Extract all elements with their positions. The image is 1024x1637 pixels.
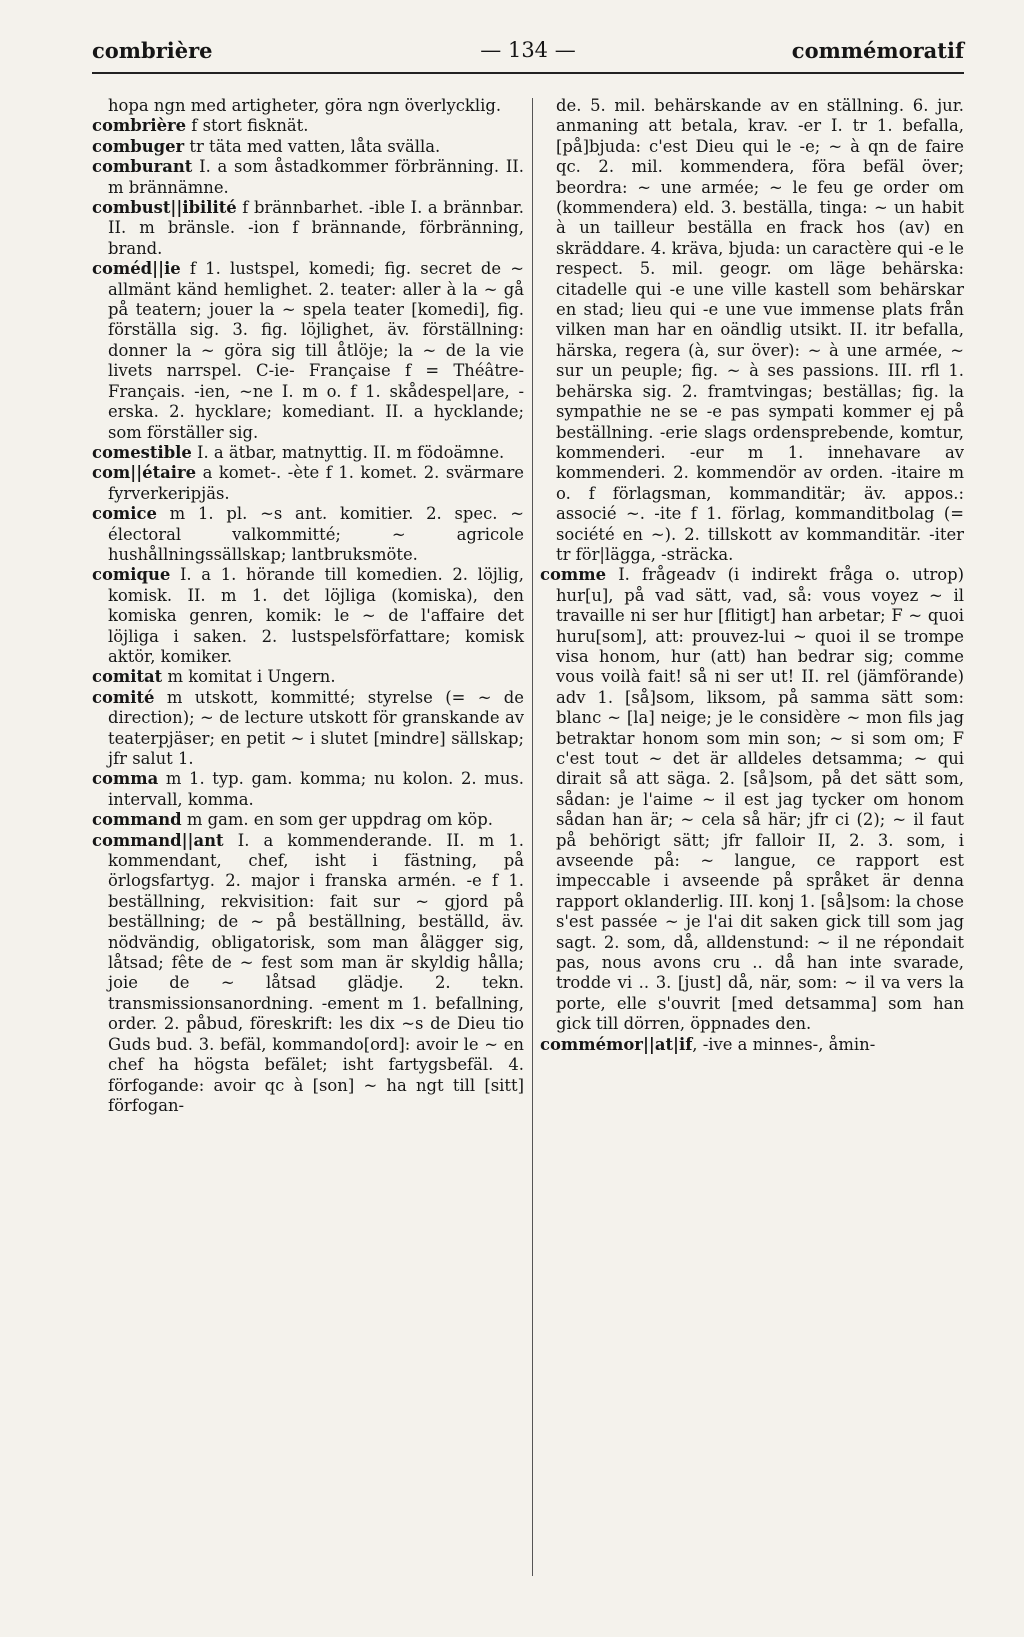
right-column — [540, 96, 964, 1055]
entry-headword: com||étaire — [92, 463, 197, 483]
dictionary-entry — [92, 259, 524, 443]
entry-definition: hopa ngn med artigheter, göra ngn överlycklig. — [108, 96, 502, 115]
left-column — [92, 96, 524, 1116]
dictionary-entry — [92, 810, 524, 830]
column-divider — [532, 98, 533, 1576]
entry-headword: comestible — [92, 442, 192, 462]
entry-definition: m komitat i Ungern. — [162, 667, 336, 687]
entry-definition: f 1. lustspel, komedi; fig. secret de ~ allmänt känd hemlighet. 2. teater: aller à la ~ gå på teatern; jouer la ~ spela teater [komedi], fig. förställa sig. 3. fig. löjlighet, äv. förställning: donner la ~ göra sig till åtlöje; la ~ de la vie livets narrspel. C-ie- Française f = Théâtre-Français. -ien, ~ne I. m o. f 1. skådespel|are, -erska. 2. hycklare; komediant. II. a hycklande; som förställer sig. — [108, 259, 524, 442]
dictionary-entry — [92, 565, 524, 667]
entry-definition: f stort fisknät. — [186, 116, 309, 136]
dictionary-entry — [92, 157, 524, 198]
header-first-word: combrière — [92, 38, 213, 63]
entry-definition: m gam. en som ger uppdrag om köp. — [181, 810, 493, 830]
entry-headword: combrière — [92, 116, 187, 136]
entry-headword: commémor||at|if — [540, 1034, 693, 1054]
entry-headword: comité — [92, 687, 155, 707]
entry-headword: comitat — [92, 667, 163, 687]
entry-definition: f brännbarhet. -ible I. a brännbar. II. m bränsle. -ion f brännande, förbränning, brand. — [108, 198, 524, 258]
entry-headword: comme — [540, 565, 607, 585]
entry-definition: m 1. pl. ~s ant. komitier. 2. spec. ~ électoral valkommitté; ~ agricole hushållningssällskap; lantbruksmöte. — [108, 504, 524, 564]
dictionary-entry — [92, 463, 524, 504]
entry-definition: tr täta med vatten, låta svälla. — [184, 136, 441, 156]
dictionary-entry — [92, 116, 524, 136]
entry-continuation — [540, 96, 964, 565]
dictionary-entry — [92, 769, 524, 810]
dictionary-entry — [540, 565, 964, 1034]
entry-definition: m utskott, kommitté; styrelse (= ~ de direction); ~ de lecture utskott för granskande av teaterpjäser; en petit ~ i slutet [mindre] sällskap; jfr salut 1. — [108, 687, 524, 768]
page-number: — 134 — — [480, 38, 576, 62]
entry-definition: I. frågeadv (i indirekt fråga o. utrop) hur[u], på vad sätt, vad, så: vous voyez ~ il travaille ni ser hur [flitigt] han arbetar; F ~ quoi huru[som], att: prouvez-lui ~ quoi il se trompe visa honom, hur (att) han bedrar sig; comme vous voilà fait! så ni ser ut! II. rel (jämförande) adv 1. [så]som, liksom, på samma sätt som: blanc ~ [la] neige; je le considère ~ mon fils jag betraktar honom som min son; ~ si som om; F c'est tout ~ det är alldeles detsamma; ~ qui dirait så att säga. 2. [så]som, på det sätt som, sådan: je l'aime ~ il est jag tycker om honom sådan han är; ~ cela så här; jfr ci (2); ~ il faut på behörigt sätt; jfr falloir II, 2. 3. som, i avseende på: ~ langue, ce rapport est impeccable i avseende på språket är denna rapport oklanderlig. III. konj 1. [så]som: la chose s'est passée ~ je l'ai dit saken gick till som jag sagt. 2. som, då, alldenstund: ~ il ne répondait pas, nous avons cru .. då han inte svarade, trodde vi .. 3. [just] då, när, som: ~ il va vers la porte, elle s'ouvrit [med detsamma] som han gick till dörren, öppnades den. — [556, 565, 964, 1034]
entry-headword: comburant — [92, 157, 193, 177]
entry-headword: command||ant — [92, 830, 224, 850]
entry-headword: comice — [92, 504, 157, 524]
dictionary-entry — [92, 504, 524, 565]
entry-definition: I. a kommenderande. II. m 1. kommendant, chef, isht i fästning, på örlogsfartyg. 2. major i franska armén. -e f 1. beställning, rekvisition: fait sur ~ gjord på beställning; de ~ på beställning, beställd, äv. nödvändig, obligatorisk, som man ålägger sig, låtsad; fête de ~ fest som man är skyldig hålla; joie de ~ låtsad glädje. 2. tekn. transmissionsanordning. -ement m 1. befallning, order. 2. påbud, föreskrift: les dix ~s de Dieu tio Guds bud. 3. befäl, kommando[ord]: avoir le ~ en chef ha högsta befälet; isht fartygsbefäl. 4. förfogande: avoir qc à [son] ~ ha ngt till [sitt] förfogan- — [108, 830, 524, 1115]
dictionary-entry — [92, 688, 524, 770]
dictionary-entry — [92, 137, 524, 157]
header-rule — [92, 72, 964, 74]
dictionary-entry — [92, 443, 524, 463]
entry-definition: I. a 1. hörande till komedien. 2. löjlig, komisk. II. m 1. det löjliga (komiska), den komiska genren, komik: le ~ de l'affaire det löjliga i saken. 2. lustspelsförfattare; komisk aktör, komiker. — [108, 565, 524, 666]
header-last-word: commémoratif — [791, 38, 964, 63]
entry-headword: coméd||ie — [92, 259, 181, 279]
page-header — [92, 38, 964, 72]
entry-definition: de. 5. mil. behärskande av en ställning. 6. jur. anmaning att betala, krav. -er I. tr 1. befalla, [på]bjuda: c'est Dieu qui le -e; ~ à qn de faire qc. 2. mil. kommendera, föra befäl över; beordra: ~ une armée; ~ le feu ge order om (kommendera) eld. 3. beställa, tinga: ~ un habit à un tailleur beställa en frack hos (av) en skräddare. 4. kräva, bjuda: un caractère qui -e le respect. 5. mil. geogr. om läge behärska: citadelle qui -e une ville kastell som behärskar en stad; lieu qui -e une vue immense plats från vilken man har en oändlig utsikt. II. itr befalla, härska, regera (à, sur över): ~ à une armée, ~ sur un peuple; fig. ~ à ses passions. III. rfl 1. behärska sig. 2. framtvingas; beställas; fig. la sympathie ne se -e pas sympati kommer ej på beställning. -erie slags ordensprebende, komtur, kommenderi. -eur m 1. innehavare av kommenderi. 2. kommendör av orden. -itaire m o. f förlagsman, kommanditär; äv. appos.: associé ~. -ite f 1. förlag, kommanditbolag (= société en ~). 2. tillskott av kommanditär. -iter tr för|lägga, -sträcka. — [556, 96, 964, 564]
entry-headword: comique — [92, 565, 171, 585]
entry-definition: I. a ätbar, matnyttig. II. m födoämne. — [191, 442, 505, 462]
dictionary-entry — [540, 1035, 964, 1055]
entry-headword: combust||ibilité — [92, 198, 237, 218]
entry-definition: m 1. typ. gam. komma; nu kolon. 2. mus. intervall, komma. — [108, 769, 524, 809]
entry-headword: comma — [92, 769, 159, 789]
entry-definition: I. a som åstadkommer förbränning. II. m brännämne. — [108, 157, 524, 197]
entry-definition: , -ive a minnes-, åmin- — [692, 1034, 876, 1054]
entry-continuation — [92, 96, 524, 116]
dictionary-entry — [92, 667, 524, 687]
entry-headword: combuger — [92, 136, 185, 156]
entry-definition: a komet-. -ète f 1. komet. 2. svärmare fyrverkeripjäs. — [108, 463, 524, 503]
dictionary-entry — [92, 198, 524, 259]
entry-headword: command — [92, 810, 182, 830]
dictionary-entry — [92, 831, 524, 1117]
